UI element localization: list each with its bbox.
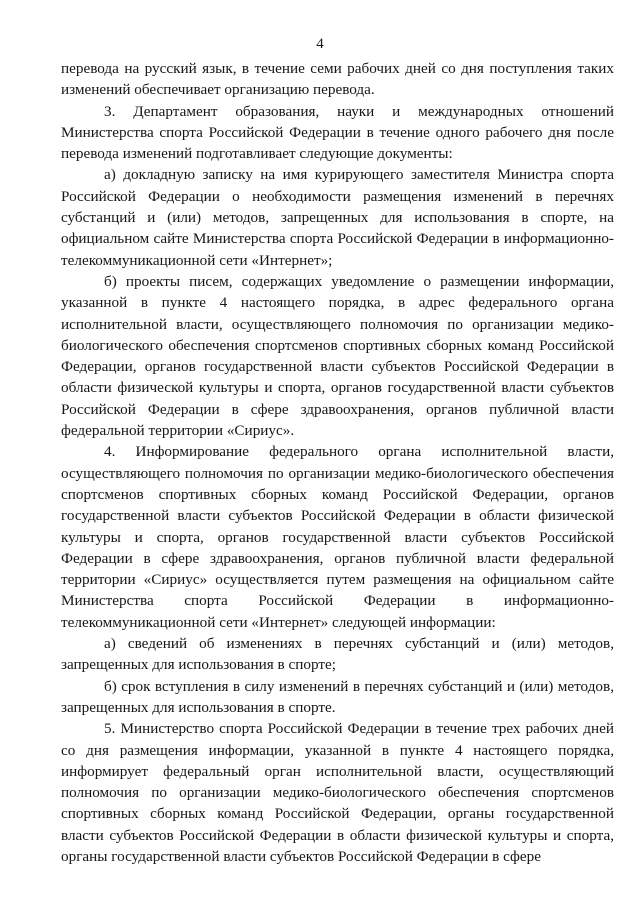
paragraph-item-4b: б) срок вступления в силу изменений в перечнях субстанций и (или) методов, запрещенных для использования в спорте. [61,677,614,716]
paragraph-item-3a: а) докладную записку на имя курирующего заместителя Министра спорта Российской Федерации о необходимости размещения изменений в перечнях субстанций и (или) методов, запрещенных для использования в спорте, на официальном сайте Министерства спорта Российской Федерации в информационно-телекоммуникационной сети «Интернет»; [61,166,614,269]
page-number: 4 [316,36,324,52]
paragraph-continuation: перевода на русский язык, в течение семи рабочих дней со дня поступления таких изменений обеспечивает организацию перевода. [61,60,614,99]
paragraph-item-4: 4. Информирование федерального органа исполнительной власти, осуществляющего полномочия по организации медико-биологического обеспечения спортсменов спортивных сборных команд Российской Федерации, органов государственной власти субъектов Российской Федерации в области физической культуры и спорта, органов государственной власти субъектов Российской Федерации в сфере здравоохранения, органов публичной власти федеральной территории «Сириус» осуществляется путем размещения на официальном сайте Министерства спорта Российской Федерации в информационно-телекоммуникационной сети «Интернет» следующей информации: [61,443,614,631]
document-body [61,58,614,867]
paragraph-item-3b: б) проекты писем, содержащих уведомление о размещении информации, указанной в пункте 4 настоящего порядка, в адрес федерального органа исполнительной власти, осуществляющего полномочия по организации медико-биологического обеспечения спортсменов спортивных сборных команд Российской Федерации, органов государственной власти субъектов Российской Федерации в области физической культуры и спорта, органов государственной власти субъектов Российской Федерации в сфере здравоохранения, органов публичной власти федеральной территории «Сириус». [61,272,614,440]
paragraph-item-4a: а) сведений об изменениях в перечнях субстанций и (или) методов, запрещенных для использования в спорте; [61,635,614,674]
paragraph-item-5: 5. Министерство спорта Российской Федерации в течение трех рабочих дней со дня размещения информации, указанной в пункте 4 настоящего порядка, информирует федеральный орган исполнительной власти, осуществляющий полномочия по организации медико-биологического обеспечения спортсменов спортивных сборных команд Российской Федерации, органы государственной власти субъектов Российской Федерации в области физической культуры и спорта, органы государственной власти субъектов Российской Федерации в сфере [61,720,614,865]
paragraph-item-3: 3. Департамент образования, науки и международных отношений Министерства спорта Российской Федерации в течение одного рабочего дня после перевода изменений подготавливает следующие документы: [61,102,614,163]
